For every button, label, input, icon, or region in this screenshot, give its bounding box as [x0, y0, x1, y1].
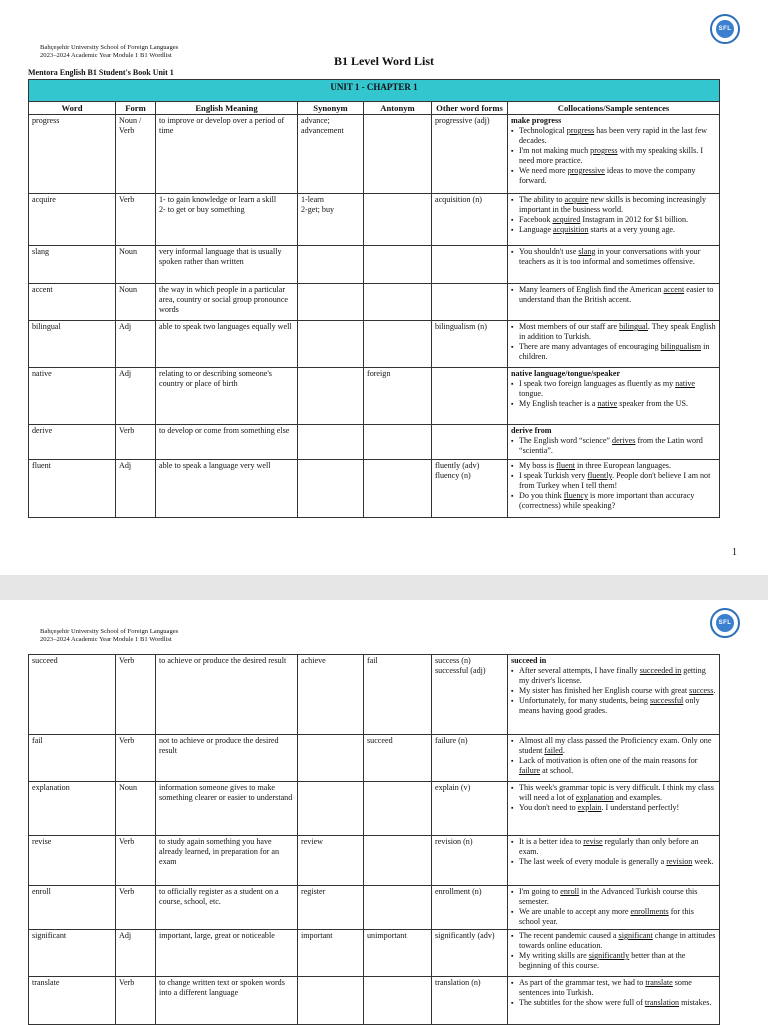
- sample-sentence: ▪ After several attempts, I have finally succeeded in getting my driver's license.: [511, 666, 716, 686]
- header-line-2: 2023–2024 Academic Year Module 1 B1 Wordlist: [40, 635, 172, 643]
- form-cell: Noun: [116, 782, 156, 836]
- meaning-cell: information someone gives to make something clearer or easier to understand: [156, 782, 298, 836]
- synonym-cell: [298, 735, 364, 782]
- table-row: [29, 460, 720, 518]
- header-line-1: Bahçeşehir University School of Foreign Languages: [40, 44, 179, 51]
- sample-sentence: ▪ It is a better idea to revise regularly than only before an exam.: [511, 837, 716, 857]
- antonym-cell: [364, 246, 432, 284]
- other-forms-cell: progressive (adj): [432, 115, 508, 194]
- word-cell: bilingual: [29, 321, 116, 368]
- sample-sentence: ▪ Facebook acquired Instagram in 2012 for $1 billion.: [511, 215, 716, 225]
- word-cell: accent: [29, 284, 116, 321]
- word-cell: succeed: [29, 655, 116, 735]
- synonym-cell: advance; advancement: [298, 115, 364, 194]
- other-forms-cell: translation (n): [432, 977, 508, 1025]
- collocations-cell: [508, 321, 720, 368]
- antonym-cell: succeed: [364, 735, 432, 782]
- antonym-cell: [364, 886, 432, 930]
- word-cell: revise: [29, 836, 116, 886]
- table-row: [29, 977, 720, 1025]
- col-other-forms: Other word forms: [432, 102, 508, 115]
- word-cell: significant: [29, 930, 116, 977]
- form-cell: Adj: [116, 460, 156, 518]
- collocation-lead: succeed in: [511, 656, 547, 665]
- collocation-lead: make progress: [511, 116, 562, 125]
- table-row: [29, 194, 720, 246]
- synonym-cell: [298, 460, 364, 518]
- sample-sentence: ▪ Do you think fluency is more important than accuracy (correctness) while speaking?: [511, 491, 716, 511]
- other-forms-cell: acquisition (n): [432, 194, 508, 246]
- antonym-cell: foreign: [364, 368, 432, 425]
- meaning-cell: to improve or develop over a period of time: [156, 115, 298, 194]
- sample-sentence: ▪ Most members of our staff are bilingual. They speak English in addition to Turkish.: [511, 322, 716, 342]
- sample-sentence: ▪ My sister has finished her English course with great success.: [511, 686, 716, 696]
- antonym-cell: fail: [364, 655, 432, 735]
- synonym-cell: 1-learn 2-get; buy: [298, 194, 364, 246]
- sample-sentence: ▪ Unfortunately, for many students, being successful only means having good grades.: [511, 696, 716, 716]
- col-meaning: English Meaning: [156, 102, 298, 115]
- collocations-cell: [508, 115, 720, 194]
- sample-sentence: ▪ Technological progress has been very rapid in the last few decades.: [511, 126, 716, 146]
- form-cell: Adj: [116, 368, 156, 425]
- column-header-row: [29, 102, 720, 115]
- meaning-cell: to achieve or produce the desired result: [156, 655, 298, 735]
- meaning-cell: very informal language that is usually spoken rather than written: [156, 246, 298, 284]
- collocation-lead: derive from: [511, 426, 552, 435]
- sample-sentence: ▪ My boss is fluent in three European languages.: [511, 461, 716, 471]
- unit-title: UNIT 1 - CHAPTER 1: [29, 80, 720, 102]
- sample-sentence: ▪ You don't need to explain. I understand perfectly!: [511, 803, 716, 813]
- sample-sentence: ▪ The ability to acquire new skills is becoming increasingly important in the business world.: [511, 195, 716, 215]
- other-forms-cell: success (n) successful (adj): [432, 655, 508, 735]
- sample-sentence: ▪ As part of the grammar test, we had to translate some sentences into Turkish.: [511, 978, 716, 998]
- sample-sentence: ▪ The subtitles for the show were full of translation mistakes.: [511, 998, 716, 1008]
- header-line-1: Bahçeşehir University School of Foreign Languages: [40, 628, 179, 635]
- synonym-cell: review: [298, 836, 364, 886]
- sample-sentence: ▪ My English teacher is a native speaker from the US.: [511, 399, 716, 409]
- collocations-cell: [508, 655, 720, 735]
- sample-sentence: ▪ I speak two foreign languages as fluently as my native tongue.: [511, 379, 716, 399]
- collocations-cell: [508, 368, 720, 425]
- collocations-cell: [508, 886, 720, 930]
- antonym-cell: [364, 321, 432, 368]
- synonym-cell: important: [298, 930, 364, 977]
- sample-sentence: ▪ I'm not making much progress with my speaking skills. I need more practice.: [511, 146, 716, 166]
- collocations-cell: [508, 930, 720, 977]
- col-antonym: Antonym: [364, 102, 432, 115]
- synonym-cell: [298, 977, 364, 1025]
- header-line-2: 2023–2024 Academic Year Module 1 B1 Wordlist: [40, 51, 172, 59]
- meaning-cell: relating to or describing someone's country or place of birth: [156, 368, 298, 425]
- synonym-cell: [298, 425, 364, 460]
- page-2: [0, 600, 768, 1024]
- synonym-cell: [298, 321, 364, 368]
- synonym-cell: [298, 246, 364, 284]
- table-row: [29, 655, 720, 735]
- table-row: [29, 284, 720, 321]
- form-cell: Verb: [116, 194, 156, 246]
- form-cell: Noun / Verb: [116, 115, 156, 194]
- word-cell: fluent: [29, 460, 116, 518]
- sample-sentence: ▪ Language acquisition starts at a very young age.: [511, 225, 716, 235]
- meaning-cell: the way in which people in a particular area, country or social group pronounce words: [156, 284, 298, 321]
- form-cell: Verb: [116, 886, 156, 930]
- form-cell: Verb: [116, 836, 156, 886]
- meaning-cell: not to achieve or produce the desired result: [156, 735, 298, 782]
- other-forms-cell: revision (n): [432, 836, 508, 886]
- synonym-cell: register: [298, 886, 364, 930]
- form-cell: Noun: [116, 284, 156, 321]
- sample-sentence: ▪ Almost all my class passed the Proficiency exam. Only one student failed.: [511, 736, 716, 756]
- antonym-cell: [364, 284, 432, 321]
- antonym-cell: [364, 115, 432, 194]
- collocations-cell: [508, 460, 720, 518]
- col-synonym: Synonym: [298, 102, 364, 115]
- book-title: Mentora English B1 Student's Book Unit 1: [28, 68, 174, 77]
- word-cell: fail: [29, 735, 116, 782]
- synonym-cell: [298, 284, 364, 321]
- form-cell: Verb: [116, 735, 156, 782]
- word-table-page-2: [28, 654, 720, 1025]
- doc-title: B1 Level Word List: [333, 54, 435, 68]
- other-forms-cell: significantly (adv): [432, 930, 508, 977]
- sample-sentence: ▪ My writing skills are significantly better than at the beginning of this course.: [511, 951, 716, 971]
- other-forms-cell: failure (n): [432, 735, 508, 782]
- table-row: [29, 735, 720, 782]
- form-cell: Verb: [116, 425, 156, 460]
- sample-sentence: ▪ This week's grammar topic is very difficult. I think my class will need a lot of explanation and examples.: [511, 783, 716, 803]
- word-cell: enroll: [29, 886, 116, 930]
- other-forms-cell: explain (v): [432, 782, 508, 836]
- table-row: [29, 321, 720, 368]
- sample-sentence: ▪ I'm going to enroll in the Advanced Turkish course this semester.: [511, 887, 716, 907]
- collocations-cell: [508, 246, 720, 284]
- col-word: Word: [29, 102, 116, 115]
- collocations-cell: [508, 194, 720, 246]
- antonym-cell: unimportant: [364, 930, 432, 977]
- sample-sentence: ▪ We are unable to accept any more enrollments for this school year.: [511, 907, 716, 927]
- meaning-cell: able to speak two languages equally well: [156, 321, 298, 368]
- sample-sentence: ▪ I speak Turkish very fluently. People don't believe I am not from Turkey when I tell them!: [511, 471, 716, 491]
- sample-sentence: ▪ There are many advantages of encouraging bilingualism in children.: [511, 342, 716, 362]
- collocations-cell: [508, 425, 720, 460]
- page-separator: [0, 575, 768, 600]
- page-number: 1: [732, 547, 737, 558]
- sample-sentence: ▪ The English word “science” derives from the Latin word “scientia”.: [511, 436, 716, 456]
- other-forms-cell: [432, 284, 508, 321]
- antonym-cell: [364, 460, 432, 518]
- sfl-logo-icon: SFL: [710, 14, 740, 44]
- form-cell: Verb: [116, 977, 156, 1025]
- other-forms-cell: [432, 368, 508, 425]
- antonym-cell: [364, 836, 432, 886]
- collocations-cell: [508, 284, 720, 321]
- sfl-logo-icon: SFL: [710, 608, 740, 638]
- antonym-cell: [364, 425, 432, 460]
- collocation-lead: native language/tongue/speaker: [511, 369, 621, 378]
- sample-sentence: ▪ Lack of motivation is often one of the main reasons for failure at school.: [511, 756, 716, 776]
- other-forms-cell: [432, 246, 508, 284]
- collocations-cell: [508, 836, 720, 886]
- meaning-cell: 1- to gain knowledge or learn a skill 2- to get or buy something: [156, 194, 298, 246]
- meaning-cell: able to speak a language very well: [156, 460, 298, 518]
- form-cell: Verb: [116, 655, 156, 735]
- other-forms-cell: enrollment (n): [432, 886, 508, 930]
- other-forms-cell: bilingualism (n): [432, 321, 508, 368]
- word-cell: derive: [29, 425, 116, 460]
- collocations-cell: [508, 735, 720, 782]
- col-collocations: Collocations/Sample sentences: [508, 102, 720, 115]
- meaning-cell: to develop or come from something else: [156, 425, 298, 460]
- antonym-cell: [364, 782, 432, 836]
- collocations-cell: [508, 782, 720, 836]
- table-row: [29, 930, 720, 977]
- sample-sentence: ▪ Many learners of English find the American accent easier to understand than the British accent.: [511, 285, 716, 305]
- sample-sentence: ▪ The last week of every module is generally a revision week.: [511, 857, 716, 867]
- word-cell: progress: [29, 115, 116, 194]
- meaning-cell: important, large, great or noticeable: [156, 930, 298, 977]
- word-cell: acquire: [29, 194, 116, 246]
- table-row: [29, 246, 720, 284]
- table-row: [29, 368, 720, 425]
- word-table-page-1: [28, 79, 720, 518]
- other-forms-cell: fluently (adv) fluency (n): [432, 460, 508, 518]
- table-row: [29, 782, 720, 836]
- table-row: [29, 836, 720, 886]
- sample-sentence: ▪ You shouldn't use slang in your conversations with your teachers as it is too informal and sometimes offensive.: [511, 247, 716, 267]
- table-row: [29, 425, 720, 460]
- col-form: Form: [116, 102, 156, 115]
- word-cell: slang: [29, 246, 116, 284]
- table-row: [29, 115, 720, 194]
- meaning-cell: to change written text or spoken words into a different language: [156, 977, 298, 1025]
- synonym-cell: [298, 368, 364, 425]
- sample-sentence: ▪ The recent pandemic caused a significant change in attitudes towards online education.: [511, 931, 716, 951]
- table-row: [29, 886, 720, 930]
- other-forms-cell: [432, 425, 508, 460]
- meaning-cell: to officially register as a student on a course, school, etc.: [156, 886, 298, 930]
- form-cell: Adj: [116, 321, 156, 368]
- antonym-cell: [364, 194, 432, 246]
- form-cell: Noun: [116, 246, 156, 284]
- word-cell: explanation: [29, 782, 116, 836]
- synonym-cell: achieve: [298, 655, 364, 735]
- meaning-cell: to study again something you have already learned, in preparation for an exam: [156, 836, 298, 886]
- word-cell: translate: [29, 977, 116, 1025]
- school-header-2: [40, 628, 178, 643]
- synonym-cell: [298, 782, 364, 836]
- collocations-cell: [508, 977, 720, 1025]
- sample-sentence: ▪ We need more progressive ideas to move the company forward.: [511, 166, 716, 186]
- antonym-cell: [364, 977, 432, 1025]
- word-cell: native: [29, 368, 116, 425]
- form-cell: Adj: [116, 930, 156, 977]
